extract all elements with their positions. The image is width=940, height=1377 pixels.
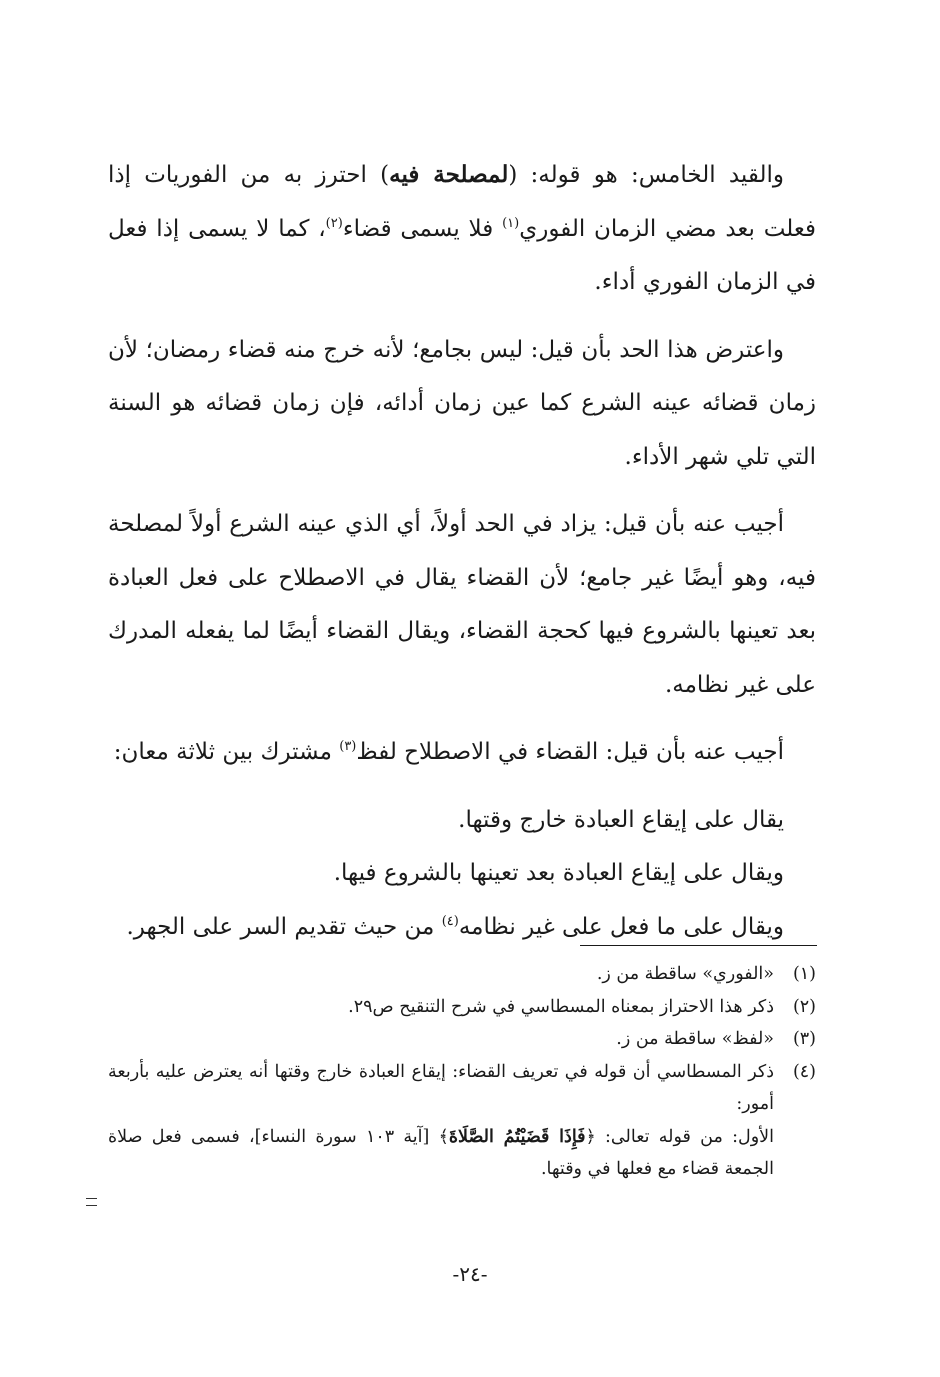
footnote-ref-2: (٢) xyxy=(325,215,343,231)
footnote-2 xyxy=(108,991,816,1024)
footnote-3 xyxy=(108,1023,816,1056)
paragraph-3: أجيب عنه بأن قيل: يزاد في الحد أولاً، أي الذي عينه الشرع أولاً لمصلحة فيه، وهو أيضًا غير جامع؛ لأن القضاء يقال في الاصطلاح على فعل العبادة بعد تعينها بالشروع فيها كحجة القضاء، ويقال القضاء أيضًا لما يفعله المدرك على غير نظامه. xyxy=(108,511,816,698)
paragraph-1-text-b: ) احترز به من الفوريات إذا فعلت بعد مضي الزمان الفوري xyxy=(108,162,816,242)
footnote-3-number: (٣) xyxy=(792,1029,816,1049)
footnote-4-quran-verse: فَإِذَا قَضَيْتُمُ الصَّلَاةَ xyxy=(448,1126,586,1147)
footnote-ref-4: (٤) xyxy=(441,913,459,929)
footnote-2-text: ذكر هذا الاحتراز بمعناه المسطاسي في شرح التنقيح ص٢٩. xyxy=(348,996,774,1017)
paragraph-1-text-d: ، كما لا يسمى إذا فعل في الزمان الفوري أداء. xyxy=(108,215,816,295)
paragraph-2: واعترض هذا الحد بأن قيل: ليس بجامع؛ لأنه خرج منه قضاء رمضان؛ لأن زمان قضائه عينه الشرع كما عين زمان أدائه، فإن زمان قضائه هو السنة التي تلي شهر الأداء. xyxy=(108,336,816,470)
footnote-1-text: «الفوري» ساقطة من ز. xyxy=(596,964,774,984)
page-number: -٢٤- xyxy=(452,1262,488,1286)
margin-mark xyxy=(86,1198,97,1206)
footnotes xyxy=(108,958,816,1186)
footnote-4-text: ذكر المسطاسي أن قوله في تعريف القضاء: إيقاع العبادة خارج وقتها أنه يعترض عليه بأربعة أمور: xyxy=(108,1061,774,1114)
paragraph-1-text-c: فلا يسمى قضاء xyxy=(342,215,503,242)
meaning-3-text-a: ويقال على ما فعل على غير نظامه xyxy=(458,913,784,940)
paragraph-1 xyxy=(108,148,816,310)
paragraph-4-text-b: مشترك بين ثلاثة معان: xyxy=(113,739,340,765)
paragraph-4-text-a: أجيب عنه بأن قيل: القضاء في الاصطلاح لفظ xyxy=(356,739,784,765)
meaning-2: ويقال على إيقاع العبادة بعد تعينها بالشروع فيها. xyxy=(333,860,784,886)
meaning-3-text-b: من حيث تقديم السر على الجهر. xyxy=(126,913,442,940)
footnote-2-number: (٢) xyxy=(792,996,816,1017)
footnote-separator xyxy=(580,945,817,946)
footnote-4-continuation-b: ﴾ [آية ١٠٣ سورة النساء]، فسمى فعل صلاة الجمعة قضاء مع فعلها في وقتها. xyxy=(108,1126,774,1179)
footnote-ref-1: (١) xyxy=(502,215,520,231)
paragraph-1-bold-phrase: لمصلحة فيه xyxy=(389,161,509,188)
main-text xyxy=(108,148,816,954)
footnote-1-number: (١) xyxy=(792,964,816,984)
paragraph-1-text-a: والقيد الخامس: هو قوله: ( xyxy=(508,162,784,188)
footnote-ref-3: (٣) xyxy=(339,739,357,754)
meaning-1: يقال على إيقاع العبادة خارج وقتها. xyxy=(458,806,784,833)
footnote-4-body xyxy=(108,1056,774,1186)
footnote-4-number: (٤) xyxy=(792,1061,816,1082)
footnote-1 xyxy=(108,958,816,991)
footnote-4 xyxy=(108,1056,816,1186)
footnote-4-continuation-a: الأول: من قوله تعالى: ﴿ xyxy=(585,1126,774,1147)
footnote-3-text: «لفظ» ساقطة من ز. xyxy=(616,1029,774,1049)
paragraph-4 xyxy=(108,726,816,780)
